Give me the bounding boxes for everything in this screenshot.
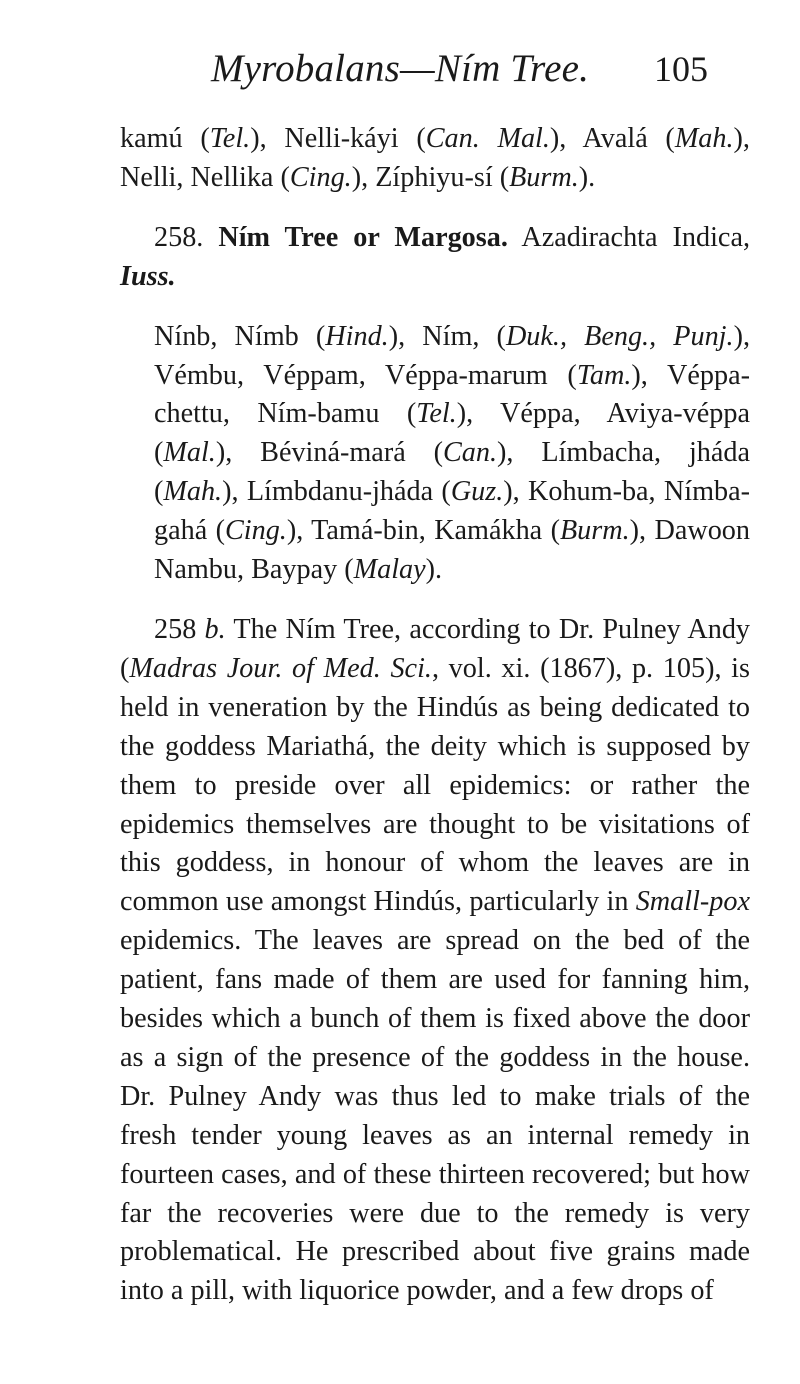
language-abbrev: Hind. [325, 320, 389, 352]
disease-name: Small-pox [635, 886, 750, 918]
entry-258b-paragraph [120, 611, 750, 1311]
entry-258-vernacular-names [120, 318, 750, 590]
entry-258-heading [120, 219, 750, 297]
language-abbrev: Tam. [576, 359, 632, 391]
text-segment: , vol. xi. (1867), p. 105), is held in veneration by the Hindús as being dedicated to the goddess Mariathá, the deity which is supposed by them to preside over all epidemics: or rather the epidemics themselves are thought to be visitations of this goddess, in honour of whom the leaves are in common use amongst Hindús, particularly in [120, 652, 750, 918]
language-abbrev: Mal. [163, 437, 216, 469]
text-segment: ), Vémbu, Véppam, Véppa-marum ( [154, 320, 750, 391]
entry-number-suffix: b. [204, 613, 226, 645]
text-segment: The Ním Tree, according to Dr. Pulney Andy ( [120, 613, 751, 684]
text-segment: kamú ( [120, 123, 210, 154]
language-abbrev: Tel. [416, 398, 457, 430]
continued-paragraph [120, 120, 750, 198]
language-abbrev: Mah. [163, 476, 223, 508]
entry-number: 258. [154, 221, 204, 253]
text-segment: ). [578, 161, 596, 193]
text-segment: ), Véppa, Aviya-véppa ( [154, 398, 750, 469]
language-abbrev: Duk., Beng., Punj. [505, 320, 734, 352]
language-abbrev: Guz. [450, 476, 504, 508]
page-number: 105 [654, 49, 708, 89]
body-text [120, 120, 750, 1311]
text-segment: ), Límbdanu-jháda ( [222, 476, 451, 508]
language-abbrev: Can. Mal. [425, 123, 550, 154]
text-segment: ), Véppa-chettu, Ním-bamu ( [154, 359, 750, 430]
text-segment: ), Nelli, Nellika ( [120, 123, 750, 193]
entry-title: Ním Tree or Margosa. [218, 221, 508, 253]
page-header [0, 44, 800, 94]
entry-number: 258 [154, 613, 205, 645]
text-segment: ). [425, 554, 443, 586]
text-segment: ), Zíphiyu-sí ( [351, 161, 510, 193]
language-abbrev: Burm. [509, 161, 579, 193]
botanical-authority: Iuss. [120, 260, 176, 292]
language-abbrev: Malay [353, 554, 426, 586]
text-segment: epidemics. The leaves are spread on the bed of the patient, fans made of them are used for fanning him, besides which a bunch of them is fixed above the door as a sign of the presence of the goddess in the house. Dr. Pulney Andy was thus led to make trials of the fresh tender young leaves as an internal remedy in fourteen cases, and of these thirteen recovered; but how far the recoveries were due to the remedy is very problematical. He prescribed about five grains made into a pill, with liquorice powder, and a few drops of [120, 925, 750, 1307]
text-segment: ), Ním, ( [388, 320, 506, 352]
text-segment: ), Nelli-káyi ( [250, 123, 426, 154]
text-segment: ), Tamá-bin, Kamákha ( [286, 515, 560, 547]
language-abbrev: Cing. [289, 161, 352, 193]
journal-citation: Madras Jour. of Med. Sci. [129, 652, 432, 684]
language-abbrev: Burm. [559, 515, 630, 547]
text-segment: ), Límbacha, jháda ( [154, 437, 750, 508]
text-segment: ), Kohum-ba, Nímba-gahá ( [154, 476, 751, 547]
running-title: Myrobalans—Ním Tree. [210, 47, 590, 90]
text-segment: ), Béviná-mará ( [215, 437, 443, 469]
text-segment: Nínb, Nímb ( [154, 320, 326, 352]
language-abbrev: Mah. [674, 123, 734, 154]
language-abbrev: Tel. [209, 123, 251, 154]
text-segment: ), Avalá ( [549, 123, 675, 154]
language-abbrev: Can. [442, 437, 498, 469]
latin-name: Azadirachta Indica, [521, 221, 750, 253]
text-segment: ), Dawoon Nambu, Baypay ( [154, 515, 750, 586]
language-abbrev: Cing. [224, 515, 287, 547]
